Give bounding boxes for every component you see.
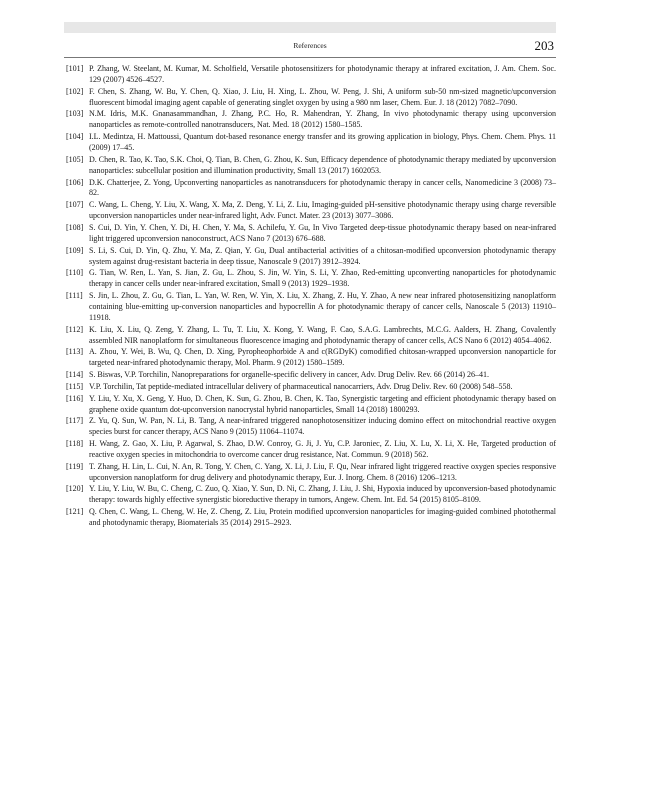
- reference-entry: [66, 178, 556, 200]
- reference-number: [115]: [66, 381, 83, 391]
- reference-text: T. Zhang, H. Lin, L. Cui, N. An, R. Tong, Y. Chen, C. Yang, X. Li, J. Liu, F. Qu, Near infrared light triggered reactive oxygen species responsive upconversion nanoplatform for drug delivery and photodynamic therapy, Eur. J. Inorg. Chem. 8 (2016) 1206–1213.: [89, 461, 556, 482]
- reference-number: [110]: [66, 268, 83, 278]
- reference-number: [108]: [66, 222, 84, 232]
- reference-number: [118]: [66, 439, 83, 449]
- running-head: [64, 38, 556, 54]
- reference-number: [114]: [66, 370, 83, 380]
- reference-entry: [66, 462, 556, 484]
- reference-text: D. Chen, R. Tao, K. Tao, S.K. Choi, Q. Tian, B. Chen, G. Zhou, K. Sun, Efficacy dependence of photodynamic therapy mediated by upconversion nanoparticles: subcellular position and illumination productivity, Small 13 (2017) 1602053.: [89, 154, 556, 175]
- reference-number: [106]: [66, 177, 84, 187]
- reference-entry: [66, 132, 556, 154]
- reference-entry: [66, 291, 556, 324]
- reference-entry: [66, 382, 556, 393]
- reference-text: P. Zhang, W. Steelant, M. Kumar, M. Scholfield, Versatile photosensitizers for photodynamic therapy at infrared excitation, J. Am. Chem. Soc. 129 (2007) 4526–4527.: [89, 64, 556, 84]
- reference-entry: [66, 64, 556, 86]
- reference-text: D.K. Chatterjee, Z. Yong, Upconverting nanoparticles as nanotransducers for photodynamic therapy in cancer cells, Nanomedicine 3 (2008) 73–82.: [89, 177, 556, 198]
- reference-entry: [66, 439, 556, 461]
- reference-text: S. Cui, D. Yin, Y. Chen, Y. Di, H. Chen, Y. Ma, S. Achilefu, Y. Gu, In Vivo Targeted deep-tissue photodynamic therapy based on near-infrared light triggered upconversion nanoconstruct, ACS Nano 7 (2013) 676–688.: [89, 222, 556, 243]
- reference-text: Y. Liu, Y. Xu, X. Geng, Y. Huo, D. Chen, K. Sun, G. Zhou, B. Chen, K. Tao, Synergistic targeting and efficient photodynamic therapy based on graphene oxide quantum dot-upconversion nanocrystal hybrid nanoparticles, Small 14 (2018) 1800293.: [89, 393, 556, 414]
- reference-text: S. Li, S. Cui, D. Yin, Q. Zhu, Y. Ma, Z. Qian, Y. Gu, Dual antibacterial activities of a chitosan-modified upconversion photodynamic therapy system against drug-resistant bacteria in deep tissue, Nanoscale 9 (2017) 3912–3924.: [89, 245, 556, 266]
- reference-entry: [66, 268, 556, 290]
- reference-entry: [66, 484, 556, 506]
- reference-number: [109]: [66, 245, 84, 255]
- reference-number: [121]: [66, 507, 84, 517]
- reference-text: C. Wang, L. Cheng, Y. Liu, X. Wang, X. Ma, Z. Deng, Y. Li, Z. Liu, Imaging-guided pH-sensitive photodynamic therapy using charge reversible upconversion nanoparticles under near-infrared light, Adv. Funct. Mater. 23 (2013) 3077–3086.: [89, 200, 556, 221]
- reference-number: [111]: [66, 291, 83, 301]
- reference-text: V.P. Torchilin, Tat peptide-mediated intracellular delivery of pharmaceutical nanocarriers, Adv. Drug Deliv. Rev. 60 (2008) 548–558.: [89, 381, 513, 391]
- reference-entry: [66, 155, 556, 177]
- header-band: [64, 22, 556, 33]
- page-number: 203: [534, 38, 554, 53]
- reference-entry: [66, 394, 556, 416]
- reference-entry: [66, 246, 556, 268]
- reference-text: Q. Chen, C. Wang, L. Cheng, W. He, Z. Cheng, Z. Liu, Protein modified upconversion nanoparticles for imaging-guided combined photothermal and photodynamic therapy, Biomaterials 35 (2014) 2915–2923.: [89, 507, 556, 528]
- reference-number: [104]: [66, 132, 84, 142]
- reference-entry: [66, 325, 556, 347]
- reference-entry: [66, 223, 556, 245]
- reference-text: I.L. Medintza, H. Mattoussi, Quantum dot-based resonance energy transfer and its growing application in biology, Phys. Chem. Chem. Phys. 11 (2009) 17–45.: [89, 132, 556, 153]
- reference-number: [113]: [66, 347, 83, 357]
- reference-number: [117]: [66, 416, 83, 426]
- reference-number: [107]: [66, 200, 84, 210]
- header-rule: [64, 57, 556, 58]
- reference-text: G. Tian, W. Ren, L. Yan, S. Jian, Z. Gu, L. Zhou, S. Jin, W. Yin, S. Li, Y. Zhao, Red-emitting upconverting nanoparticles for photodynamic therapy in cancer cells under near-infrared excitation, Small 9 (2013) 1929–1938.: [89, 268, 556, 289]
- reference-text: N.M. Idris, M.K. Gnanasammandhan, J. Zhang, P.C. Ho, R. Mahendran, Y. Zhang, In vivo photodynamic therapy using upconversion nanoparticles as remote-controlled nanotransducers, Nat. Med. 18 (2012) 1580–1585.: [89, 109, 556, 130]
- reference-entry: [66, 507, 556, 529]
- reference-number: [103]: [66, 109, 84, 119]
- reference-text: A. Zhou, Y. Wei, B. Wu, Q. Chen, D. Xing, Pyropheophorbide A and c(RGDyK) comodified chitosan-wrapped upconversion nanoparticle for targeted near-infrared photodynamic therapy, Mol. Pharm. 9 (2012) 1580–1589.: [89, 347, 556, 368]
- reference-text: Y. Liu, Y. Liu, W. Bu, C. Cheng, C. Zuo, Q. Xiao, Y. Sun, D. Ni, C. Zhang, J. Liu, J. Shi, Hypoxia induced by upconversion-based photodynamic therapy: towards highly effective synergistic bioreductive therapy in tumors, Angew. Chem. Int. Ed. 54 (2015) 8105–8109.: [89, 484, 556, 505]
- reference-entry: [66, 200, 556, 222]
- reference-number: [116]: [66, 393, 83, 403]
- reference-number: [102]: [66, 86, 84, 96]
- reference-text: H. Wang, Z. Gao, X. Liu, P. Agarwal, S. Zhao, D.W. Conroy, G. Ji, J. Yu, C.P. Jaroniec, Z. Liu, X. Lu, X. Li, X. He, Targeted production of reactive oxygen species in mitochondria to overcome cancer drug resistance, Nat. Commun. 9 (2018) 562.: [89, 439, 556, 459]
- reference-entry: [66, 347, 556, 369]
- reference-entry: [66, 370, 556, 381]
- running-title: References: [293, 41, 327, 50]
- reference-number: [105]: [66, 154, 84, 164]
- reference-number: [112]: [66, 324, 83, 334]
- reference-number: [120]: [66, 484, 84, 494]
- reference-number: [101]: [66, 64, 84, 73]
- reference-text: K. Liu, X. Liu, Q. Zeng, Y. Zhang, L. Tu, T. Liu, X. Kong, Y. Wang, F. Cao, S.A.G. Lambrechts, M.C.G. Aalders, H. Zhang, Covalently assembled NIR nanoplatform for simultaneous fluorescence imaging and photodynamic therapy of cancer cells, ACS Nano 6 (2012) 4054–4062.: [89, 324, 556, 345]
- reference-entry: [66, 416, 556, 438]
- reference-text: S. Jin, L. Zhou, Z. Gu, G. Tian, L. Yan, W. Ren, W. Yin, X. Liu, X. Zhang, Z. Hu, Y. Zhao, A new near infrared photosensitizing nanoplatform containing blue-emitting up-conversion nanoparticles and hypocrellin A for photodynamic therapy of cancer cells, Nanoscale 5 (2013) 11910–11918.: [89, 291, 556, 322]
- reference-text: Z. Yu, Q. Sun, W. Pan, N. Li, B. Tang, A near-infrared triggered nanophotosensitizer inducing domino effect on mitochondrial reactive oxygen species burst for cancer therapy, ACS Nano 9 (2015) 11064–11074.: [89, 416, 556, 437]
- reference-number: [119]: [66, 461, 83, 471]
- reference-entry: [66, 109, 556, 131]
- reference-text: F. Chen, S. Zhang, W. Bu, Y. Chen, Q. Xiao, J. Liu, H. Xing, L. Zhou, W. Peng, J. Shi, A uniform sub-50 nm-sized magnetic/upconversion fluorescent bimodal imaging agent capable of generating singlet oxygen by using a 980 nm laser, Chem. Eur. J. 18 (2012) 7082–7090.: [89, 86, 556, 107]
- reference-entry: [66, 87, 556, 109]
- reference-text: S. Biswas, V.P. Torchilin, Nanopreparations for organelle-specific delivery in cancer, Adv. Drug Deliv. Rev. 66 (2014) 26–41.: [89, 370, 489, 380]
- reference-list: [66, 64, 556, 530]
